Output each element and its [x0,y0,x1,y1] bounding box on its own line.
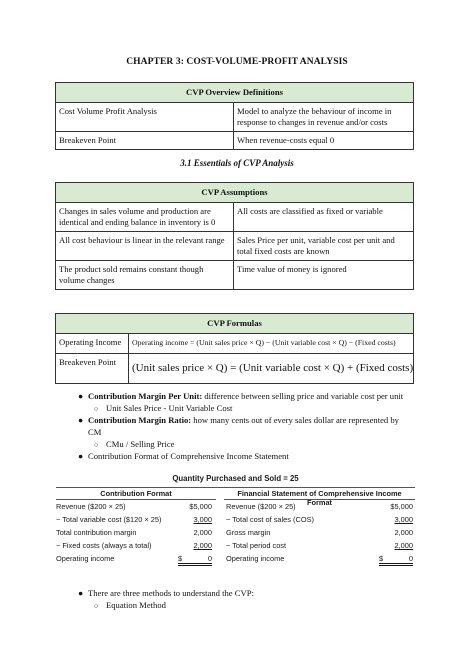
table-cell: Breakeven Point [56,354,129,384]
statement-row-value: $ 0 [178,554,212,566]
list-item: ○ Unit Sales Price - Unit Variable Cost [94,403,233,413]
breakeven-formula: (Unit sales price × Q) = (Unit variable cost × Q) + (Fixed costs) [129,354,414,384]
list-item: ○ CMu / Selling Price [94,439,175,449]
statement-row-value: $5,000 [390,502,413,511]
cvp-assumptions-table [55,182,414,290]
statement-row-value: 2,000 [193,541,212,550]
table-cell: Sales Price per unit, variable cost per unit and total fixed costs are known [234,232,414,261]
table-cell: Model to analyze the behaviour of income in response to changes in revenue and/or costs [234,103,414,132]
table-header: CVP Assumptions [56,183,414,203]
table-header: CVP Formulas [56,314,414,334]
table-cell: All cost behaviour is linear in the relevant range [56,232,234,261]
statement-row-label: Gross margin [226,528,271,537]
financial-statement-header: Financial Statement of Comprehensive Income Format [237,489,402,507]
statement-row-label: Operating income [56,554,115,563]
statement-row-label: Revenue ($200 × 25) [226,502,296,511]
list-item: ○ Equation Method [94,600,166,610]
statement-row-value: 3,000 [394,515,413,524]
table-cell: The product sold remains constant though volume changes [56,261,234,290]
table-cell: Breakeven Point [56,132,234,150]
list-item: ● Contribution Format of Comprehensive Income Statement [78,451,289,461]
statement-row-value: $5,000 [189,502,212,511]
cvp-overview-table [55,82,414,150]
contribution-format-header: Contribution Format [100,489,172,498]
statement-row-value: 3,000 [193,515,212,524]
list-item-continuation: CM [88,427,102,437]
table-cell: Operating Income [56,334,129,354]
page-title: CHAPTER 3: COST-VOLUME-PROFIT ANALYSIS [126,57,348,67]
statement-heading: Quantity Purchased and Sold = 25 [172,474,299,483]
table-cell: Changes in sales volume and production are identical and ending balance in inventory is 0 [56,203,234,232]
table-cell: Time value of money is ignored [234,261,414,290]
table-cell: Cost Volume Profit Analysis [56,103,234,132]
statement-row-label: Total contribution margin [56,528,137,537]
table-cell: All costs are classified as fixed or variable [234,203,414,232]
statement-row-label: Operating income [226,554,285,563]
table-header: CVP Overview Definitions [56,83,414,103]
table-cell: When revenue-costs equal 0 [234,132,414,150]
statement-row-label: Revenue ($200 × 25) [56,502,126,511]
statement-row-label: − Fixed costs (always a total) [56,541,152,550]
statement-row-value: 2,000 [394,528,413,537]
statement-row-label: − Total variable cost ($120 × 25) [56,515,162,524]
list-item: ● There are three methods to understand the CVP: [78,588,254,598]
statement-row-value: 2,000 [193,528,212,537]
cvp-formulas-table [55,313,414,384]
operating-income-formula: Operating income = (Unit sales price × Q) − (Unit variable cost × Q) − (Fixed costs) [129,334,414,354]
statement-row-label: − Total period cost [226,541,287,550]
statement-row-label: − Total cost of sales (COS) [226,515,314,524]
statement-row-value: 2,000 [394,541,413,550]
section-heading: 3.1 Essentials of CVP Analysis [180,158,294,168]
list-item: ● Contribution Margin Ratio: how many cents out of every sales dollar are represented by [78,415,399,425]
income-statement-figure [56,474,415,572]
list-item: ● Contribution Margin Per Unit: difference between selling price and variable cost per unit [78,391,404,401]
statement-row-value: $ 0 [379,554,413,566]
